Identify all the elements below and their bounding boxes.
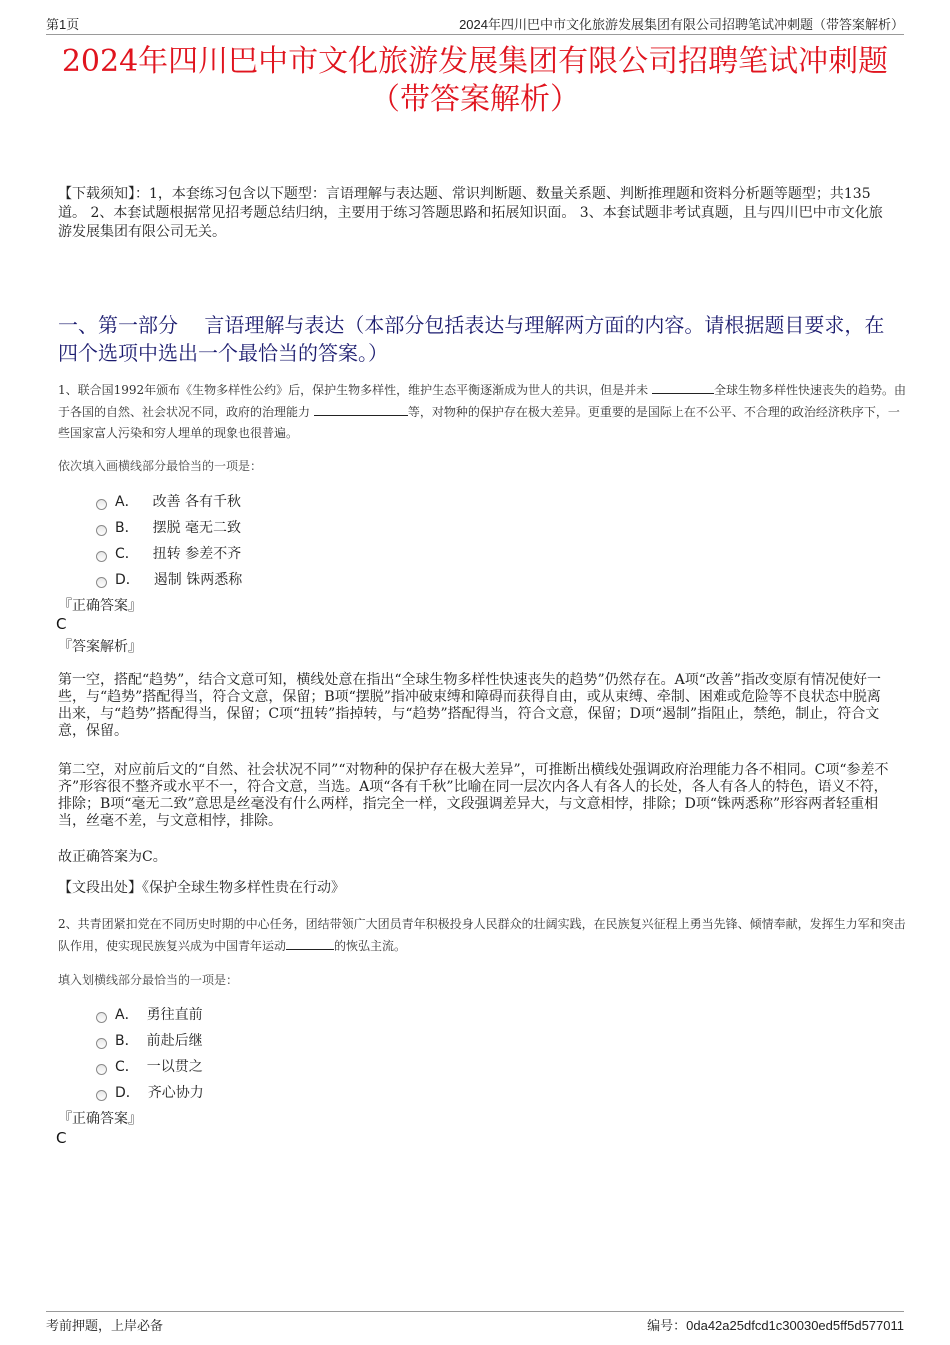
radio-button[interactable] <box>96 1012 107 1023</box>
radio-button[interactable] <box>96 525 107 536</box>
blank-2 <box>314 401 408 416</box>
option-a[interactable]: A． 勇往直前 <box>96 1001 204 1027</box>
option-b[interactable]: B． 前赴后继 <box>96 1027 204 1053</box>
radio-button[interactable] <box>96 551 107 562</box>
question-1-text: 1、联合国1992年颁布《生物多样性公约》后，保护生物多样性，维护生态平衡逐渐成为世人的共识，但是并未 全球生物多样性快速丧失的趋势。由于各国的自然、社会状况不同，政府的治理能力 等，对物种的保护存在极大差异。更重要的是国际上在不公平、不合理的政治经济秩序下，一些国家富人污染和穷人埋单的现象也很普遍。 <box>58 379 910 444</box>
correct-answer-value: C <box>56 615 67 633</box>
radio-button[interactable] <box>96 577 107 588</box>
question-1-prompt: 依次填入画横线部分最恰当的一项是： <box>58 459 263 473</box>
question-2-text: 2、共青团紧扣党在不同历史时期的中心任务，团结带领广大团员青年积极投身人民群众的壮阔实践，在民族复兴征程上勇当先锋、倾情奉献，发挥生力军和突击队作用，使实现民族复兴成为中国青年运动 的恢弘主流。 <box>58 917 906 953</box>
footer-serial: 编号：0da42a25dfcd1c30030ed5ff5d577011 <box>647 1318 904 1333</box>
page-header <box>46 12 904 35</box>
section-heading: 一、第一部分 言语理解与表达（本部分包括表达与理解两方面的内容。请根据题目要求，在四个选项中选出一个最恰当的答案。） <box>58 313 885 365</box>
analysis-label: 『答案解析』 <box>58 639 142 655</box>
option-b[interactable]: B． 摆脱 毫无二致 <box>96 514 242 540</box>
question-2-options <box>96 1001 204 1105</box>
correct-answer-label: 『正确答案』 <box>58 598 142 614</box>
correct-answer-label: 『正确答案』 <box>58 1111 142 1127</box>
footer-slogan: 考前押题，上岸必备 <box>46 1318 164 1333</box>
header-doc-name: 2024年四川巴中市文化旅游发展集团有限公司招聘笔试冲刺题（带答案解析） <box>459 17 904 32</box>
page-number: 第1页 <box>46 17 80 32</box>
title-line-2: （带答案解析） <box>370 82 580 117</box>
radio-button[interactable] <box>96 1038 107 1049</box>
download-notice: 【下载须知】：1，本套练习包含以下题型：言语理解与表达题、常识判断题、数量关系题、判断推理题和资料分析题等题型；共135道。 2、本套试题根据常见招考题总结归纳，主要用于练习答题思路和拓展知识面。 3、本套试题非考试真题，且与四川巴中市文化旅游发展集团有限公司无关。 <box>58 186 883 240</box>
correct-answer-value: C <box>56 1129 67 1147</box>
radio-button[interactable] <box>96 1064 107 1075</box>
analysis-conclusion: 故正确答案为C。 <box>58 849 167 865</box>
analysis-paragraph-1: 第一空，搭配“趋势”，结合文意可知，横线处意在指出“全球生物多样性快速丧失的趋势”仍然存在。A项“改善”指改变原有情况使好一些，与“趋势”搭配得当，符合文意，保留；B项“摆脱”指冲破束缚和障碍而获得自由，或从束缚、牵制、困难或危险等不良状态中脱离出来，与“趋势”搭配得当，保留；C项“扭转”指掉转，与“趋势”搭配得当，符合文意，保留；D项“遏制”指阻止，禁绝，制止，符合文意，保留。 <box>58 672 882 739</box>
page-footer <box>46 1311 904 1336</box>
blank-1 <box>286 935 334 950</box>
question-2-prompt: 填入划横线部分最恰当的一项是： <box>58 973 239 987</box>
option-a[interactable]: A． 改善 各有千秋 <box>96 488 242 514</box>
analysis-paragraph-2: 第二空，对应前后文的“自然、社会状况不同”“对物种的保护存在极大差异”，可推断出横线处强调政府治理能力各不相同。C项“参差不齐”形容很不整齐或水平不一，符合文意，当选。A项“各有千秋”比喻在同一层次内各人有各人的长处，各人有各人的特色，语义不符，排除；B项“毫无二致”意思是丝毫没有什么两样，指完全一样，文段强调差异大，与文意相悖，排除；D项“铢两悉称”形容两者轻重相当，丝毫不差，与文意相悖，排除。 <box>58 762 889 829</box>
question-1-options <box>96 488 242 592</box>
radio-button[interactable] <box>96 1090 107 1101</box>
option-d[interactable]: D． 齐心协力 <box>96 1079 204 1105</box>
radio-button[interactable] <box>96 499 107 510</box>
option-c[interactable]: C． 一以贯之 <box>96 1053 204 1079</box>
option-d[interactable]: D． 遏制 铢两悉称 <box>96 566 242 592</box>
passage-source: 【文段出处】《保护全球生物多样性贵在行动》 <box>58 880 345 896</box>
title-line-1: 2024年四川巴中市文化旅游发展集团有限公司招聘笔试冲刺题 <box>61 44 889 79</box>
option-c[interactable]: C． 扭转 参差不齐 <box>96 540 242 566</box>
document-title <box>0 43 950 119</box>
blank-1 <box>652 379 714 394</box>
